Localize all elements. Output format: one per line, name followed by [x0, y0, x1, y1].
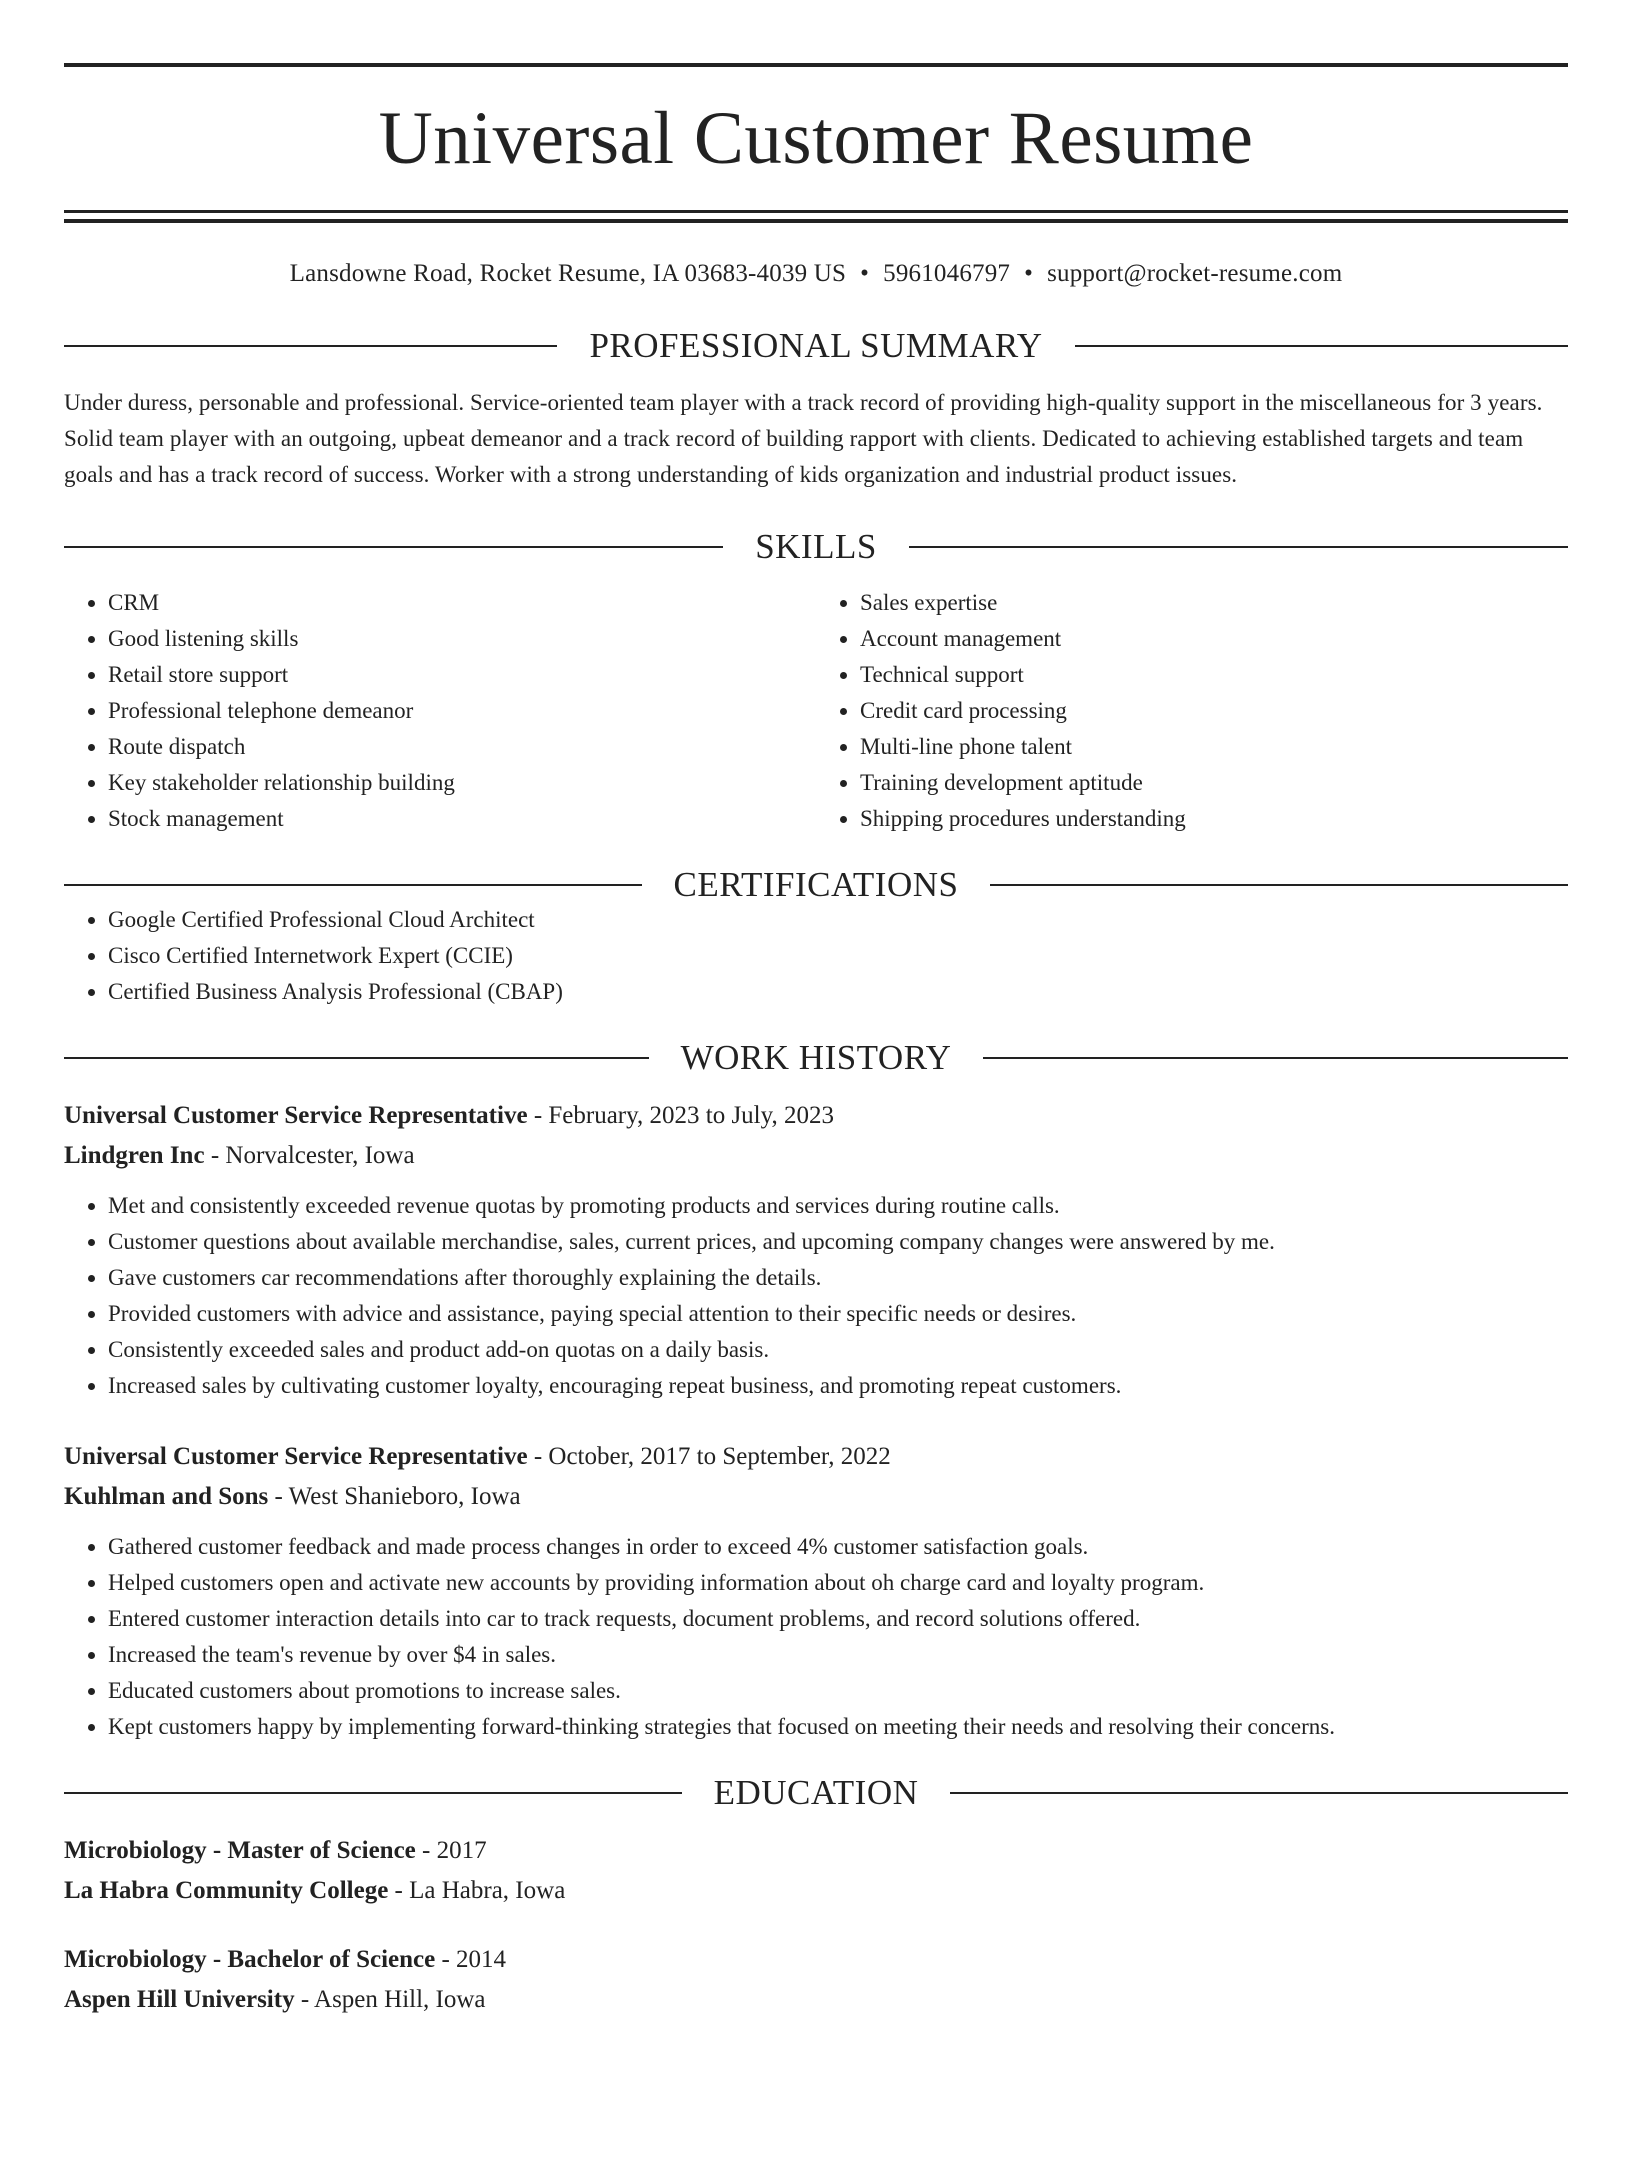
education-year: - 2017: [415, 1837, 487, 1864]
job-company: Kuhlman and Sons: [64, 1483, 269, 1510]
education-heading: EDUCATION: [713, 1773, 919, 1812]
job-duty-item: • Customer questions about available merchandise, sales, current prices, and upcoming company changes were answered by me.: [108, 1224, 1568, 1260]
education-degree-line: [64, 1831, 1568, 1871]
job-company-line: [64, 1477, 1568, 1517]
education-degree: Microbiology - Bachelor of Science: [64, 1946, 436, 1973]
job-duty-item: • Met and consistently exceeded revenue quotas by promoting products and services during routine calls.: [108, 1188, 1568, 1224]
job-location: - Norvalcester, Iowa: [204, 1142, 415, 1169]
skills-columns: [64, 585, 1568, 837]
section-heading-skills: [64, 529, 1568, 564]
skill-item: • Retail store support: [108, 657, 816, 693]
certifications-heading: CERTIFICATIONS: [673, 865, 959, 904]
resume-title: Universal Customer Resume: [378, 97, 1254, 180]
work-history-heading: WORK HISTORY: [680, 1038, 952, 1077]
contact-line: [64, 261, 1568, 286]
skills-left-list: [64, 585, 816, 837]
job-entry: [64, 1096, 1568, 1404]
education-school: Aspen Hill University: [64, 1986, 295, 2013]
job-title-line: [64, 1096, 1568, 1136]
heading-rule-right: [909, 546, 1568, 548]
job-duty-item: • Increased sales by cultivating customer loyalty, encouraging repeat business, and promoting repeat customers.: [108, 1368, 1568, 1404]
job-title: Universal Customer Service Representative: [64, 1443, 528, 1470]
heading-rule-left: [64, 345, 557, 347]
education-location: - La Habra, Iowa: [388, 1877, 566, 1904]
title-double-rule: [64, 210, 1568, 223]
job-duty-item: • Entered customer interaction details into car to track requests, document problems, and record solutions offered.: [108, 1601, 1568, 1637]
heading-rule-left: [64, 1057, 649, 1059]
job-duty-item: • Kept customers happy by implementing forward-thinking strategies that focused on meeting their needs and resolving their concerns.: [108, 1709, 1568, 1745]
education-entry: [64, 1940, 1568, 2020]
skill-item: • Route dispatch: [108, 729, 816, 765]
contact-address: Lansdowne Road, Rocket Resume, IA 03683-4039 US: [289, 260, 847, 287]
skill-item: • Good listening skills: [108, 621, 816, 657]
skill-item: • Sales expertise: [860, 585, 1568, 621]
section-heading-summary: [64, 328, 1568, 363]
skills-right-list: [816, 585, 1568, 837]
education-school-line: [64, 1871, 1568, 1911]
heading-rule-right: [1075, 345, 1568, 347]
education-location: - Aspen Hill, Iowa: [294, 1986, 486, 2013]
job-company-line: [64, 1136, 1568, 1176]
certification-item: • Certified Business Analysis Professional (CBAP): [108, 974, 1568, 1010]
certifications-list: [64, 902, 1568, 1010]
section-heading-certifications: [64, 867, 1568, 902]
job-duties-list: [64, 1529, 1568, 1745]
contact-separator: •: [860, 260, 870, 287]
education-degree: Microbiology - Master of Science: [64, 1837, 416, 1864]
summary-heading: PROFESSIONAL SUMMARY: [589, 326, 1043, 365]
skill-item: • Credit card processing: [860, 693, 1568, 729]
job-duty-item: • Gathered customer feedback and made process changes in order to exceed 4% customer satisfaction goals.: [108, 1529, 1568, 1565]
job-location: - West Shanieboro, Iowa: [268, 1483, 521, 1510]
summary-text: Under duress, personable and professional. Service-oriented team player with a track record of providing high-quality support in the miscellaneous for 3 years. Solid team player with an outgoing, upbeat demeanor and a track record of building rapport with clients. Dedicated to achieving established targets and team goals and has a track record of success. Worker with a strong understanding of kids organization and industrial product issues.: [64, 390, 1543, 487]
skill-item: • Training development aptitude: [860, 765, 1568, 801]
skill-item: • CRM: [108, 585, 816, 621]
heading-rule-right: [983, 1057, 1568, 1059]
education-entry: [64, 1831, 1568, 1911]
education-school-line: [64, 1980, 1568, 2020]
job-entry: [64, 1437, 1568, 1745]
education-school: La Habra Community College: [64, 1877, 389, 1904]
job-duty-item: • Consistently exceeded sales and product add-on quotas on a daily basis.: [108, 1332, 1568, 1368]
certification-item: • Cisco Certified Internetwork Expert (CCIE): [108, 938, 1568, 974]
resume-page: [0, 63, 1632, 2175]
job-dates: - February, 2023 to July, 2023: [527, 1102, 835, 1129]
certification-item: • Google Certified Professional Cloud Architect: [108, 902, 1568, 938]
job-duty-item: • Provided customers with advice and assistance, paying special attention to their specific needs or desires.: [108, 1296, 1568, 1332]
education-degree-line: [64, 1940, 1568, 1980]
education-year: - 2014: [435, 1946, 507, 1973]
heading-rule-left: [64, 546, 723, 548]
skill-item: • Professional telephone demeanor: [108, 693, 816, 729]
job-company: Lindgren Inc: [64, 1142, 205, 1169]
job-title-line: [64, 1437, 1568, 1477]
skill-item: • Key stakeholder relationship building: [108, 765, 816, 801]
job-duty-item: • Gave customers car recommendations after thoroughly explaining the details.: [108, 1260, 1568, 1296]
job-title: Universal Customer Service Representative: [64, 1102, 528, 1129]
heading-rule-left: [64, 884, 642, 886]
section-heading-work-history: [64, 1040, 1568, 1075]
job-dates: - October, 2017 to September, 2022: [527, 1443, 891, 1470]
job-duty-item: • Educated customers about promotions to increase sales.: [108, 1673, 1568, 1709]
top-rule: [64, 63, 1568, 67]
section-heading-education: [64, 1775, 1568, 1810]
contact-phone: 5961046797: [883, 260, 1011, 287]
skill-item: • Multi-line phone talent: [860, 729, 1568, 765]
heading-rule-left: [64, 1792, 682, 1794]
heading-rule-right: [950, 1792, 1568, 1794]
job-duties-list: [64, 1188, 1568, 1404]
skill-item: • Account management: [860, 621, 1568, 657]
job-duty-item: • Increased the team's revenue by over $4 in sales.: [108, 1637, 1568, 1673]
heading-rule-right: [990, 884, 1568, 886]
skill-item: • Technical support: [860, 657, 1568, 693]
contact-separator: •: [1024, 260, 1034, 287]
skill-item: • Stock management: [108, 801, 816, 837]
contact-email: support@rocket-resume.com: [1047, 260, 1343, 287]
skills-heading: SKILLS: [755, 527, 877, 566]
skill-item: • Shipping procedures understanding: [860, 801, 1568, 837]
job-duty-item: • Helped customers open and activate new accounts by providing information about oh charge card and loyalty program.: [108, 1565, 1568, 1601]
